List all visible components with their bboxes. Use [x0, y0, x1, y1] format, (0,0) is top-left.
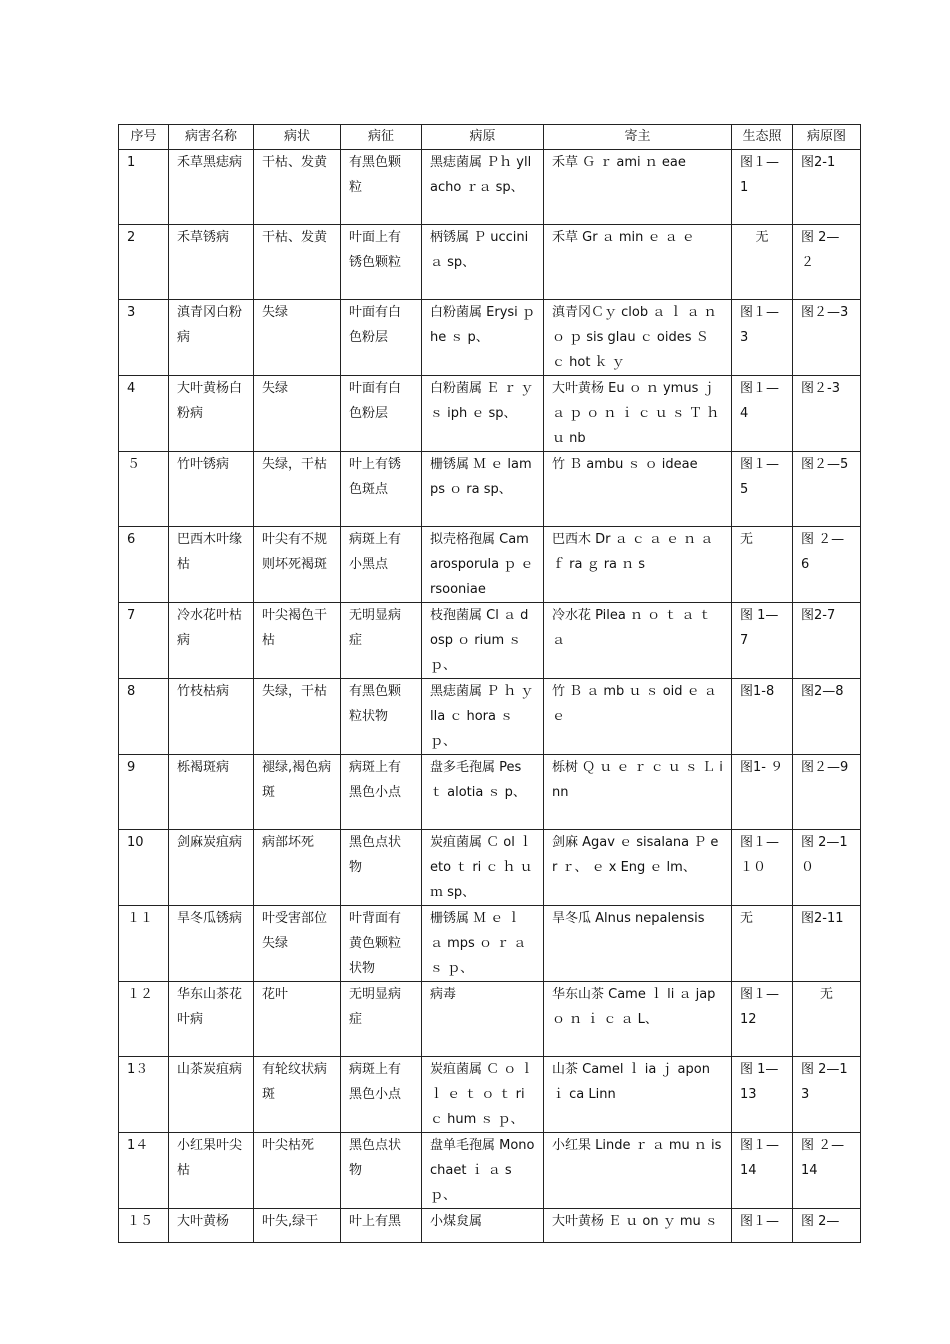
cell-disease-name: 山茶炭疽病 — [169, 1057, 254, 1133]
cell-pathogen-figure: 图 2— — [793, 1209, 861, 1243]
table-row — [119, 603, 861, 679]
cell-index: 1 — [119, 150, 169, 225]
table-row — [119, 376, 861, 452]
cell-host: 大叶黄杨 Ｅ ｕ on ｙ mu ｓ — [544, 1209, 732, 1243]
header-host: 寄主 — [544, 125, 732, 150]
table-row — [119, 150, 861, 225]
cell-index: １２ — [119, 982, 169, 1057]
header-eco-photo: 生态照 — [732, 125, 793, 150]
table-row — [119, 982, 861, 1057]
cell-eco-photo: 无 — [732, 225, 793, 300]
cell-disease-name: 竹枝枯病 — [169, 679, 254, 755]
cell-sign: 叶面上有锈色颗粒 — [341, 225, 422, 300]
cell-symptom: 叶受害部位失绿 — [254, 906, 341, 982]
cell-host: 巴西木 Dr ａ ｃ ａ ｅ ｎ ａ ｆ ra ｇ ra ｎ s — [544, 527, 732, 603]
cell-pathogen-figure: 图2-7 — [793, 603, 861, 679]
table-row — [119, 1057, 861, 1133]
table-row — [119, 300, 861, 376]
cell-host: 大叶黄杨 Eu ｏ ｎ ymus ｊ ａ ｐ ｏ ｎ ｉ ｃ ｕ ｓ Ｔ ｈ ｕ nb — [544, 376, 732, 452]
cell-disease-name: 滇青冈白粉病 — [169, 300, 254, 376]
cell-host: 滇青冈Ｃｙ clob ａ ｌ ａ ｎ ｏ ｐ sis glau ｃ oides Ｓ ｃ hot ｋ ｙ — [544, 300, 732, 376]
cell-pathogen: 盘多毛孢属 Pes ｔ alotia ｓ p、 — [422, 755, 544, 830]
cell-eco-photo: 图１—1 — [732, 150, 793, 225]
cell-index: 8 — [119, 679, 169, 755]
cell-eco-photo: 图１—12 — [732, 982, 793, 1057]
cell-pathogen: 栅锈属 Ｍ ｅ ｌ ａ mps ｏ ｒ ａ ｓ ｐ、 — [422, 906, 544, 982]
cell-symptom: 褪绿,褐色病斑 — [254, 755, 341, 830]
cell-sign: 叶上有锈色斑点 — [341, 452, 422, 527]
cell-disease-name: 小红果叶尖枯 — [169, 1133, 254, 1209]
cell-pathogen: 黑痣菌属 Ｐｈ yllacho ｒａ sp、 — [422, 150, 544, 225]
table-row — [119, 225, 861, 300]
cell-host: 竹 Ｂ ａ mb ｕ ｓ oid ｅ ａ ｅ — [544, 679, 732, 755]
cell-symptom: 叶失,绿干 — [254, 1209, 341, 1243]
cell-sign: 叶上有黑 — [341, 1209, 422, 1243]
cell-sign: 无明显病症 — [341, 982, 422, 1057]
cell-pathogen: 栅锈属 Ｍ ｅ lamps ｏ ra sp、 — [422, 452, 544, 527]
table-header-row — [119, 125, 861, 150]
cell-pathogen-figure: 图 2—13 — [793, 1057, 861, 1133]
header-sign: 病征 — [341, 125, 422, 150]
cell-index: ５ — [119, 452, 169, 527]
cell-sign: 有黑色颗粒状物 — [341, 679, 422, 755]
cell-pathogen-figure: 图2—8 — [793, 679, 861, 755]
cell-pathogen: 炭疽菌属 Ｃ ol ｌ eto ｔ ri ｃ ｈ ｕ ｍ sp、 — [422, 830, 544, 906]
cell-index: １１ — [119, 906, 169, 982]
cell-pathogen: 病毒 — [422, 982, 544, 1057]
cell-symptom: 有轮纹状病斑 — [254, 1057, 341, 1133]
cell-symptom: 花叶 — [254, 982, 341, 1057]
table-row — [119, 679, 861, 755]
cell-index: １５ — [119, 1209, 169, 1243]
cell-pathogen: 黑痣菌属 Ｐ ｈ ｙ lla ｃ hora ｓ ｐ、 — [422, 679, 544, 755]
cell-sign: 叶背面有黄色颗粒状物 — [341, 906, 422, 982]
cell-disease-name: 栎褐斑病 — [169, 755, 254, 830]
cell-symptom: 叶尖有不规则坏死褐斑 — [254, 527, 341, 603]
cell-host: 华东山茶 Came ｌ li ａ jap ｏ ｎ ｉ ｃ ａ L、 — [544, 982, 732, 1057]
cell-pathogen-figure: 图 2—1０ — [793, 830, 861, 906]
cell-host: 冷水花 Pilea ｎ ｏ ｔ ａ ｔ ａ — [544, 603, 732, 679]
header-pathogen: 病原 — [422, 125, 544, 150]
cell-pathogen-figure: 图 ２—6 — [793, 527, 861, 603]
cell-index: 10 — [119, 830, 169, 906]
cell-pathogen: 白粉菌属 Ｅ ｒ ｙ ｓ iph ｅ sp、 — [422, 376, 544, 452]
cell-index: 6 — [119, 527, 169, 603]
cell-host: 竹 Ｂ ambu ｓ ｏ ideae — [544, 452, 732, 527]
cell-pathogen: 小煤炱属 — [422, 1209, 544, 1243]
cell-disease-name: 巴西木叶缘枯 — [169, 527, 254, 603]
cell-sign: 黑色点状物 — [341, 830, 422, 906]
header-symptom: 病状 — [254, 125, 341, 150]
cell-symptom: 叶尖褐色干枯 — [254, 603, 341, 679]
cell-eco-photo: 图 1—13 — [732, 1057, 793, 1133]
cell-disease-name: 旱冬瓜锈病 — [169, 906, 254, 982]
cell-pathogen: 盘单毛孢属 Monochaet ｉ ａ s ｐ、 — [422, 1133, 544, 1209]
cell-symptom: 叶尖枯死 — [254, 1133, 341, 1209]
cell-symptom: 干枯、发黄 — [254, 225, 341, 300]
cell-disease-name: 大叶黄杨 — [169, 1209, 254, 1243]
cell-disease-name: 禾草锈病 — [169, 225, 254, 300]
cell-disease-name: 禾草黑痣病 — [169, 150, 254, 225]
cell-pathogen-figure: 图２—5 — [793, 452, 861, 527]
cell-pathogen-figure: 图２—3 — [793, 300, 861, 376]
cell-disease-name: 冷水花叶枯病 — [169, 603, 254, 679]
cell-eco-photo: 无 — [732, 527, 793, 603]
cell-eco-photo: 图１— — [732, 1209, 793, 1243]
cell-index: 7 — [119, 603, 169, 679]
cell-symptom: 失绿 — [254, 300, 341, 376]
table-row — [119, 527, 861, 603]
cell-disease-name: 大叶黄杨白粉病 — [169, 376, 254, 452]
cell-pathogen-figure: 图２-3 — [793, 376, 861, 452]
cell-host: 禾草 Ｇ ｒ ami ｎ eae — [544, 150, 732, 225]
table-row — [119, 755, 861, 830]
cell-pathogen-figure: 图 ２—14 — [793, 1133, 861, 1209]
cell-host: 山茶 Camel ｌ ia ｊ apon ｉ ca Linn — [544, 1057, 732, 1133]
cell-index: 1４ — [119, 1133, 169, 1209]
cell-sign: 黑色点状物 — [341, 1133, 422, 1209]
cell-eco-photo: 图１—14 — [732, 1133, 793, 1209]
cell-pathogen: 柄锈属 Ｐ uccini ａ sp、 — [422, 225, 544, 300]
cell-sign: 叶面有白色粉层 — [341, 376, 422, 452]
cell-symptom: 干枯、发黄 — [254, 150, 341, 225]
cell-eco-photo: 图1- ９ — [732, 755, 793, 830]
cell-pathogen-figure: 图2-11 — [793, 906, 861, 982]
cell-pathogen: 白粉菌属 Erysi ｐ he ｓ p、 — [422, 300, 544, 376]
cell-eco-photo: 图１—3 — [732, 300, 793, 376]
cell-host: 小红果 Linde ｒ ａ mu ｎ is — [544, 1133, 732, 1209]
table-row — [119, 452, 861, 527]
cell-host: 旱冬瓜 Alnus nepalensis — [544, 906, 732, 982]
cell-pathogen: 拟壳格孢属 Camarosporula ｐ ｅ rsooniae — [422, 527, 544, 603]
table-row — [119, 1209, 861, 1243]
disease-table — [118, 124, 861, 1243]
cell-symptom: 失绿，干枯 — [254, 452, 341, 527]
cell-index: 3 — [119, 300, 169, 376]
header-index: 序号 — [119, 125, 169, 150]
cell-eco-photo: 图１—4 — [732, 376, 793, 452]
cell-eco-photo: 图１—１０ — [732, 830, 793, 906]
cell-pathogen-figure: 图2-1 — [793, 150, 861, 225]
cell-disease-name: 华东山茶花叶病 — [169, 982, 254, 1057]
cell-disease-name: 竹叶锈病 — [169, 452, 254, 527]
cell-index: 2 — [119, 225, 169, 300]
cell-host: 禾草 Gr ａ min ｅ ａ ｅ — [544, 225, 732, 300]
table-row — [119, 830, 861, 906]
table-row — [119, 906, 861, 982]
cell-symptom: 病部坏死 — [254, 830, 341, 906]
cell-host: 栎树 Ｑ ｕ ｅ ｒ ｃ ｕ ｓ Ｌ inn — [544, 755, 732, 830]
cell-eco-photo: 图１—5 — [732, 452, 793, 527]
cell-index: 1３ — [119, 1057, 169, 1133]
cell-sign: 病斑上有小黑点 — [341, 527, 422, 603]
cell-sign: 病斑上有黑色小点 — [341, 755, 422, 830]
cell-index: 4 — [119, 376, 169, 452]
cell-eco-photo: 无 — [732, 906, 793, 982]
cell-pathogen: 炭疽菌属 Ｃ ｏ ｌ ｌ ｅ ｔ ｏ ｔ ri ｃ hum ｓ ｐ、 — [422, 1057, 544, 1133]
cell-eco-photo: 图1-8 — [732, 679, 793, 755]
cell-index: 9 — [119, 755, 169, 830]
cell-host: 剑麻 Agav ｅ sisalana Ｐ er ｒ、 ｅ x Eng ｅ lm、 — [544, 830, 732, 906]
cell-sign: 无明显病症 — [341, 603, 422, 679]
cell-sign: 有黑色颗粒 — [341, 150, 422, 225]
cell-pathogen-figure: 无 — [793, 982, 861, 1057]
cell-pathogen-figure: 图２—9 — [793, 755, 861, 830]
header-disease-name: 病害名称 — [169, 125, 254, 150]
header-pathogen-figure: 病原图 — [793, 125, 861, 150]
cell-pathogen: 枝孢菌属 Cl ａ dosp ｏ rium ｓ ｐ、 — [422, 603, 544, 679]
cell-disease-name: 剑麻炭疽病 — [169, 830, 254, 906]
cell-symptom: 失绿，干枯 — [254, 679, 341, 755]
cell-sign: 病斑上有黑色小点 — [341, 1057, 422, 1133]
cell-pathogen-figure: 图 2—２ — [793, 225, 861, 300]
cell-sign: 叶面有白色粉层 — [341, 300, 422, 376]
table-row — [119, 1133, 861, 1209]
cell-symptom: 失绿 — [254, 376, 341, 452]
cell-eco-photo: 图 1—7 — [732, 603, 793, 679]
